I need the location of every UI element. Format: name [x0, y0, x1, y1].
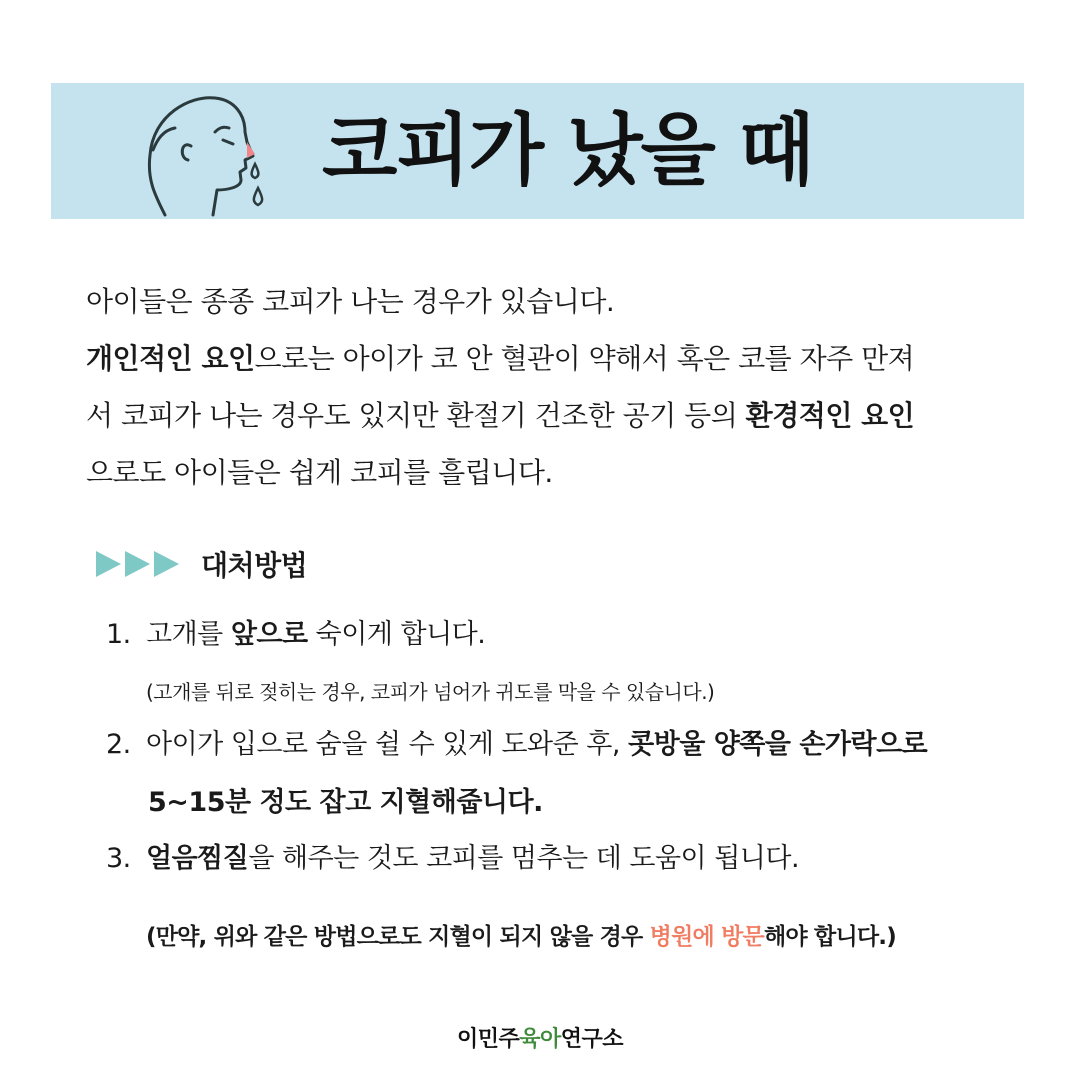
- list-item: 1. 고개를 앞으로 숙이게 합니다.: [106, 619, 486, 650]
- triangle-marker-icon: [125, 551, 150, 577]
- list-item: 2. 아이가 입으로 숨을 쉴 수 있게 도와준 후, 콧방울 양쪽을 손가락으로: [106, 729, 928, 760]
- section-title: 대처방법: [201, 549, 308, 582]
- environment-factor-emphasis: 환경적인 요인: [745, 399, 915, 432]
- intro-line-2: 개인적인 요인으로는 아이가 코 안 혈관이 약해서 혹은 코를 자주 만져: [86, 342, 915, 375]
- list-item: 3. 얼음찜질을 해주는 것도 코피를 멈추는 데 도움이 됩니다.: [106, 843, 800, 874]
- nosebleed-face-icon: [95, 90, 285, 220]
- step-1-note: (고개를 뒤로 젖히는 경우, 코피가 넘어가 귀도를 막을 수 있습니다.): [146, 680, 715, 704]
- brand-accent: 육아: [519, 1027, 561, 1052]
- hospital-highlight: 병원에 방문: [649, 924, 764, 950]
- intro-line-1: 아이들은 종종 코피가 나는 경우가 있습니다.: [86, 285, 615, 318]
- triangle-marker-icon: [154, 551, 179, 577]
- personal-factor-emphasis: 개인적인 요인: [86, 342, 255, 375]
- intro-line-3: 서 코피가 나는 경우도 있지만 환절기 건조한 공기 등의 환경적인 요인: [86, 399, 915, 432]
- intro-line-4: 으로도 아이들은 쉽게 코피를 흘립니다.: [86, 456, 553, 489]
- hospital-warning: (만약, 위와 같은 방법으로도 지혈이 되지 않을 경우 병원에 방문해야 합니다.): [146, 924, 896, 950]
- intro-paragraph: [86, 273, 1016, 501]
- page-title: 코피가 났을 때: [322, 106, 813, 196]
- triangle-marker-icon: [96, 551, 121, 577]
- brand-footer: 이민주육아연구소: [456, 1027, 624, 1052]
- section-heading: [96, 542, 307, 586]
- step-2-continuation: 5~15분 정도 잡고 지혈해줍니다.: [148, 787, 543, 818]
